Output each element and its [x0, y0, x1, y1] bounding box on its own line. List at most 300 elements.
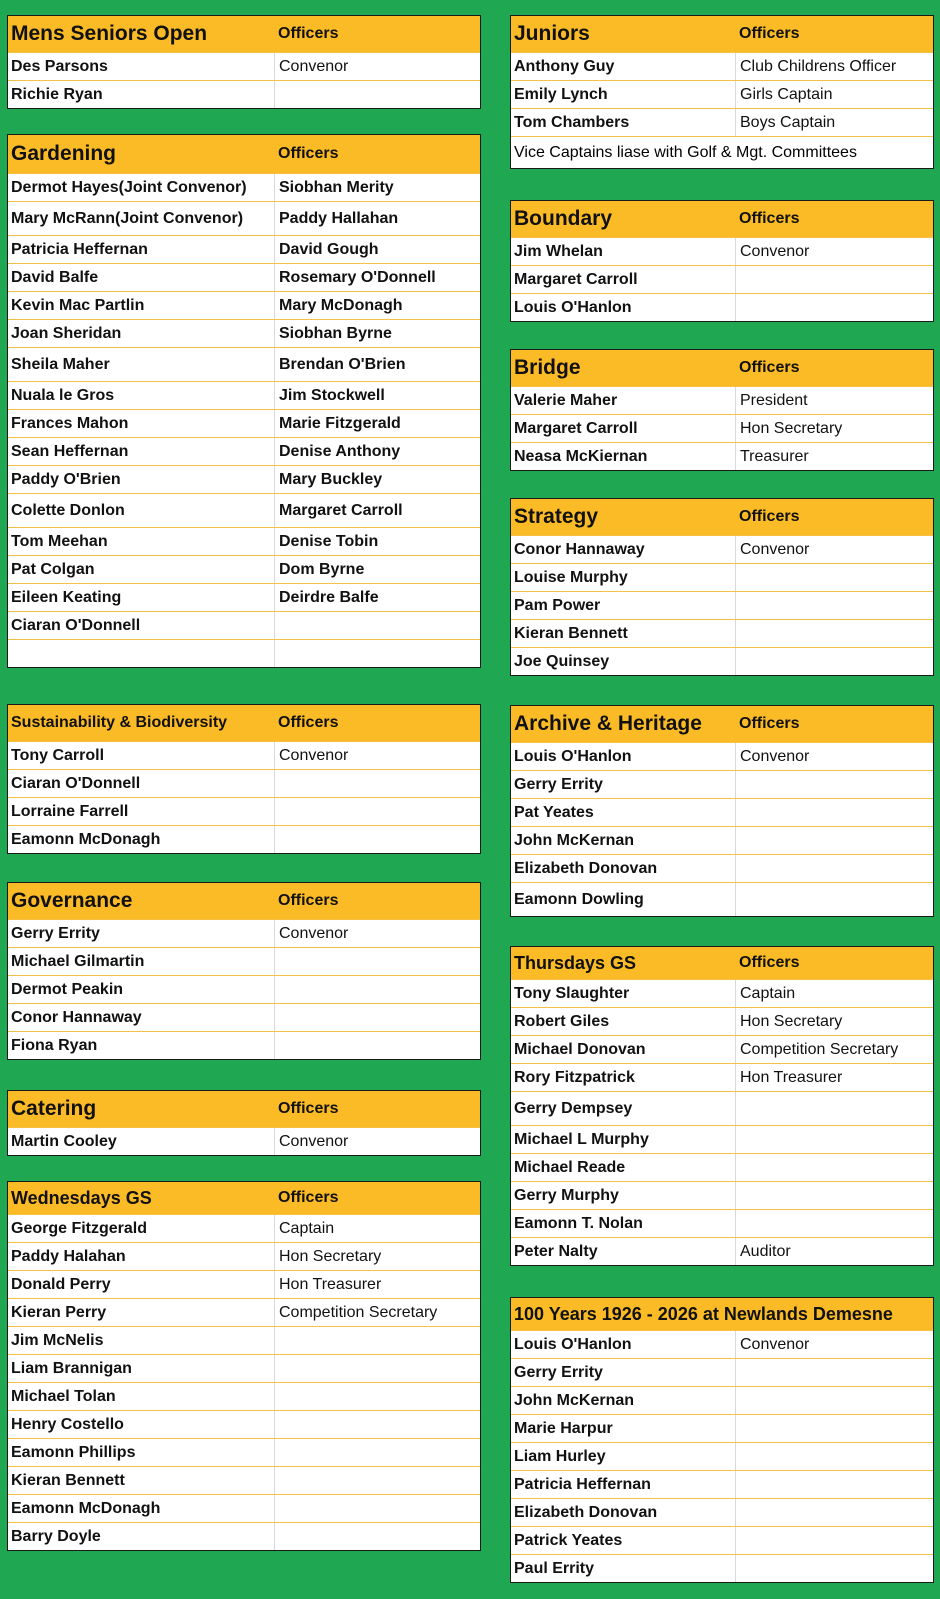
member-name: Eamonn McDonagh: [11, 1499, 161, 1517]
member-name-cell: [8, 410, 274, 437]
committee-title-cell: [8, 1182, 274, 1214]
member-name-cell: [8, 1411, 274, 1438]
officers-label: Officers: [739, 25, 800, 42]
officers-header-cell: [274, 1091, 480, 1127]
member-row: [511, 826, 933, 854]
member-name: Richie Ryan: [11, 85, 103, 103]
member-name: Paddy O'Brien: [11, 470, 121, 488]
officers-header-cell: [274, 135, 480, 173]
member-role-cell: [274, 174, 480, 201]
committee-header: [8, 1091, 480, 1127]
member-role: Convenor: [740, 242, 810, 260]
member-row: [511, 1526, 933, 1554]
member-role-cell: [735, 799, 933, 826]
member-name-cell: [511, 648, 735, 675]
committee-header: [511, 947, 933, 979]
member-row: [8, 409, 480, 437]
committee-title: Gardening: [11, 142, 117, 165]
committee-header: [8, 135, 480, 173]
member-name-cell: [511, 1210, 735, 1237]
committee-title: Governance: [11, 889, 133, 912]
footer-row: [511, 136, 933, 168]
member-name-cell: [8, 1355, 274, 1382]
member-row: [511, 1442, 933, 1470]
member-row: [511, 293, 933, 321]
member-row: [8, 1242, 480, 1270]
member-role-cell: [274, 1327, 480, 1354]
committee-header: [511, 16, 933, 52]
member-role-cell: [735, 771, 933, 798]
member-name-cell: [8, 1299, 274, 1326]
member-name: Jim Whelan: [514, 242, 603, 260]
member-name: Eileen Keating: [11, 588, 122, 606]
member-name: Anthony Guy: [514, 57, 615, 75]
member-role-cell: [274, 1128, 480, 1155]
member-role: Convenor: [279, 746, 349, 764]
member-name: Tom Meehan: [11, 532, 108, 550]
member-name-cell: [511, 799, 735, 826]
committee-table-catering: [7, 1090, 481, 1156]
member-role-cell: [274, 976, 480, 1003]
member-role-cell: [735, 1443, 933, 1470]
member-role-cell: [274, 640, 480, 667]
member-name: Liam Hurley: [514, 1447, 606, 1465]
officers-header-cell: [274, 16, 480, 52]
member-name: Patricia Heffernan: [11, 240, 148, 258]
member-row: [8, 52, 480, 80]
member-role-cell: [735, 1527, 933, 1554]
member-role-cell: [735, 266, 933, 293]
member-row: [511, 442, 933, 470]
member-name-cell: [511, 771, 735, 798]
member-name: Michael Reade: [514, 1158, 626, 1176]
committee-title-cell: [511, 350, 735, 386]
member-row: [511, 1330, 933, 1358]
member-row: [8, 527, 480, 555]
member-row: [511, 1386, 933, 1414]
member-name: Elizabeth Donovan: [514, 1503, 658, 1521]
member-name: Michael Gilmartin: [11, 952, 145, 970]
member-name: Valerie Maher: [514, 391, 618, 409]
member-name-cell: [8, 174, 274, 201]
member-name: Patrick Yeates: [514, 1531, 623, 1549]
member-row: [8, 769, 480, 797]
committee-title-cell: [511, 16, 735, 52]
member-name-cell: [8, 798, 274, 825]
member-name: Elizabeth Donovan: [514, 859, 658, 877]
committee-header: [511, 1298, 933, 1330]
member-name: Paul Errity: [514, 1559, 595, 1577]
member-name: John McKernan: [514, 1391, 635, 1409]
member-name-cell: [8, 264, 274, 291]
member-row: [8, 1003, 480, 1031]
member-name-cell: [511, 1008, 735, 1035]
committee-table-gardening: [7, 134, 481, 668]
member-role-cell: [735, 883, 933, 916]
officers-header-cell: [735, 201, 933, 237]
member-name: Louise Murphy: [514, 568, 628, 586]
member-row: [8, 825, 480, 853]
member-name-cell: [511, 1331, 735, 1358]
member-name: Lorraine Farrell: [11, 802, 129, 820]
officers-label: Officers: [739, 359, 800, 376]
member-row: [8, 555, 480, 583]
officers-label: Officers: [278, 892, 339, 909]
member-name: Mary McRann: [11, 209, 116, 227]
member-name-cell: [8, 1243, 274, 1270]
committee-title-cell: [8, 1091, 274, 1127]
member-name-cell: [8, 438, 274, 465]
member-role-cell: [274, 1355, 480, 1382]
committee-header: [511, 499, 933, 535]
member-name: Rosemary O'Donnell: [279, 268, 436, 286]
member-name-cell: [8, 528, 274, 555]
member-role-cell: [735, 294, 933, 321]
member-note: (Joint Convenor): [115, 209, 244, 227]
member-role-cell: [735, 109, 933, 136]
member-role-cell: [274, 81, 480, 108]
member-name: Louis O'Hanlon: [514, 1335, 632, 1353]
committee-table-mens-seniors-open: [7, 15, 481, 109]
member-role: Hon Treasurer: [740, 1068, 843, 1086]
member-name: Siobhan Byrne: [279, 324, 392, 342]
member-name-cell: [8, 53, 274, 80]
member-name: Fiona Ryan: [11, 1036, 98, 1054]
member-role-cell: [274, 202, 480, 235]
member-role-cell: [735, 1210, 933, 1237]
member-role-cell: [735, 1555, 933, 1582]
committee-title-cell: [511, 947, 735, 979]
committee-header: [8, 883, 480, 919]
member-name: Gerry Murphy: [514, 1186, 619, 1204]
member-name: Tony Slaughter: [514, 984, 630, 1002]
member-role: Convenor: [740, 540, 810, 558]
member-role-cell: [274, 348, 480, 381]
member-row: [8, 1382, 480, 1410]
member-name-cell: [8, 494, 274, 527]
member-name: Paddy Halahan: [11, 1247, 126, 1265]
member-role-cell: [274, 438, 480, 465]
member-role-cell: [735, 564, 933, 591]
member-name-cell: [8, 612, 274, 639]
member-name: Eamonn Dowling: [514, 890, 644, 908]
member-role: Girls Captain: [740, 85, 833, 103]
member-name: Pam Power: [514, 596, 601, 614]
member-row: [511, 1063, 933, 1091]
member-role-cell: [274, 826, 480, 853]
member-role: Convenor: [740, 747, 810, 765]
member-role-cell: [274, 53, 480, 80]
member-role-cell: [274, 612, 480, 639]
member-role-cell: [735, 620, 933, 647]
member-role-cell: [735, 1008, 933, 1035]
member-row: [8, 741, 480, 769]
member-name: Donald Perry: [11, 1275, 111, 1293]
member-name: Deirdre Balfe: [279, 588, 379, 606]
member-name-cell: [8, 1004, 274, 1031]
member-name-cell: [511, 592, 735, 619]
officers-header-cell: [735, 499, 933, 535]
member-row: [511, 1470, 933, 1498]
member-role: Treasurer: [740, 447, 809, 465]
member-role: President: [740, 391, 808, 409]
member-name: Patricia Heffernan: [514, 1475, 651, 1493]
member-name-cell: [511, 1182, 735, 1209]
member-name: Sheila Maher: [11, 355, 110, 373]
member-role-cell: [735, 1064, 933, 1091]
member-name-cell: [8, 556, 274, 583]
member-role-cell: [274, 742, 480, 769]
member-role: Auditor: [740, 1242, 791, 1260]
member-role-cell: [274, 1299, 480, 1326]
member-name: Pat Yeates: [514, 803, 594, 821]
member-role-cell: [735, 980, 933, 1007]
member-row: [511, 1237, 933, 1265]
committee-title-cell: [8, 705, 274, 741]
member-name: Dermot Hayes: [11, 178, 119, 196]
committee-title: Archive & Heritage: [514, 712, 702, 735]
member-name: Tony Carroll: [11, 746, 105, 764]
member-name-cell: [511, 1527, 735, 1554]
member-role-cell: [274, 1383, 480, 1410]
member-name-cell: [511, 1555, 735, 1582]
member-row: [511, 1125, 933, 1153]
member-row: [511, 108, 933, 136]
member-role-cell: [735, 1331, 933, 1358]
member-name-cell: [511, 443, 735, 470]
member-name-cell: [511, 53, 735, 80]
officers-header-cell: [735, 350, 933, 386]
member-name: Louis O'Hanlon: [514, 298, 632, 316]
member-role-cell: [735, 1499, 933, 1526]
member-name-cell: [511, 1154, 735, 1181]
committee-header: [8, 705, 480, 741]
member-name: Rory Fitzpatrick: [514, 1068, 635, 1086]
member-name-cell: [511, 980, 735, 1007]
member-name: Paddy Hallahan: [279, 209, 399, 227]
member-role: Convenor: [740, 1335, 810, 1353]
member-row: [511, 619, 933, 647]
member-name: Conor Hannaway: [514, 540, 645, 558]
member-row: [8, 1298, 480, 1326]
member-row: [511, 1554, 933, 1582]
member-name-cell: [511, 1036, 735, 1063]
member-row: [8, 291, 480, 319]
member-name: Denise Tobin: [279, 532, 379, 550]
member-name-cell: [8, 948, 274, 975]
member-name: Conor Hannaway: [11, 1008, 142, 1026]
member-name: Michael Donovan: [514, 1040, 646, 1058]
member-role-cell: [274, 410, 480, 437]
member-name: Mary Buckley: [279, 470, 383, 488]
member-role-cell: [735, 648, 933, 675]
committee-title: Sustainability & Biodiversity: [11, 714, 228, 731]
member-name: Eamonn T. Nolan: [514, 1214, 643, 1232]
member-row: [511, 1091, 933, 1125]
member-name-cell: [511, 266, 735, 293]
committee-title: Wednesdays GS: [11, 1187, 152, 1208]
member-name: George Fitzgerald: [11, 1219, 148, 1237]
officers-label: Officers: [278, 714, 339, 731]
committee-title: Mens Seniors Open: [11, 22, 208, 45]
committee-title-cell: [511, 706, 735, 742]
member-row: [8, 797, 480, 825]
officers-label: Officers: [739, 210, 800, 227]
member-row: [511, 770, 933, 798]
member-role-cell: [735, 827, 933, 854]
member-role-cell: [274, 264, 480, 291]
member-name-cell: [511, 238, 735, 265]
officers-label: Officers: [278, 1189, 339, 1206]
member-role: Captain: [279, 1219, 335, 1237]
member-name-cell: [8, 1383, 274, 1410]
member-row: [8, 173, 480, 201]
committee-title-cell: [8, 16, 274, 52]
member-role-cell: [735, 1415, 933, 1442]
member-name: Marie Fitzgerald: [279, 414, 401, 432]
member-name-cell: [8, 1327, 274, 1354]
member-role-cell: [735, 536, 933, 563]
officers-label: Officers: [739, 954, 800, 971]
member-row: [8, 611, 480, 639]
committee-title-cell: [511, 499, 735, 535]
member-name: Robert Giles: [514, 1012, 610, 1030]
member-name-cell: [511, 827, 735, 854]
member-name: Kieran Bennett: [514, 624, 628, 642]
committee-title: Bridge: [514, 356, 581, 379]
member-row: [8, 1494, 480, 1522]
member-row: [8, 493, 480, 527]
member-name: Des Parsons: [11, 57, 108, 75]
member-role-cell: [274, 1411, 480, 1438]
committee-title: Catering: [11, 1097, 97, 1120]
member-name: Margaret Carroll: [514, 419, 638, 437]
member-name: Eamonn Phillips: [11, 1443, 136, 1461]
member-name-cell: [511, 620, 735, 647]
committee-title: Boundary: [514, 207, 613, 230]
member-row: [511, 414, 933, 442]
member-row: [8, 347, 480, 381]
member-row: [8, 437, 480, 465]
member-name: Joan Sheridan: [11, 324, 122, 342]
member-name-cell: [8, 1032, 274, 1059]
member-name-cell: [511, 855, 735, 882]
member-name-cell: [511, 1092, 735, 1125]
member-name: Barry Doyle: [11, 1527, 101, 1545]
member-role-cell: [274, 292, 480, 319]
member-name-cell: [8, 320, 274, 347]
member-role: Hon Secretary: [740, 1012, 843, 1030]
member-name-cell: [8, 1271, 274, 1298]
member-name-cell: [511, 1499, 735, 1526]
member-role-cell: [735, 1238, 933, 1265]
member-name-cell: [8, 742, 274, 769]
committee-title: Strategy: [514, 505, 599, 528]
member-row: [8, 80, 480, 108]
member-row: [8, 639, 480, 667]
member-role: Hon Treasurer: [279, 1275, 382, 1293]
member-role-cell: [274, 528, 480, 555]
member-row: [8, 381, 480, 409]
member-name: Gerry Errity: [514, 1363, 603, 1381]
member-name-cell: [511, 1415, 735, 1442]
member-role-cell: [735, 387, 933, 414]
member-name-cell: [8, 202, 274, 235]
member-name-cell: [511, 1387, 735, 1414]
member-name-cell: [8, 236, 274, 263]
committee-table-governance: [7, 882, 481, 1060]
officers-header-cell: [735, 16, 933, 52]
officers-label: Officers: [278, 25, 339, 42]
member-name: Dermot Peakin: [11, 980, 124, 998]
member-role-cell: [735, 53, 933, 80]
member-role-cell: [274, 466, 480, 493]
member-role-cell: [274, 920, 480, 947]
member-row: [8, 975, 480, 1003]
member-name-cell: [8, 1128, 274, 1155]
member-name-cell: [8, 584, 274, 611]
member-role-cell: [735, 1182, 933, 1209]
member-role-cell: [735, 1126, 933, 1153]
member-name: Michael L Murphy: [514, 1130, 649, 1148]
member-row: [511, 882, 933, 916]
member-role-cell: [274, 1215, 480, 1242]
member-row: [511, 1498, 933, 1526]
member-role-cell: [735, 1387, 933, 1414]
committee-header: [8, 1182, 480, 1214]
member-row: [511, 1035, 933, 1063]
member-role-cell: [274, 770, 480, 797]
member-name: Martin Cooley: [11, 1132, 117, 1150]
member-name: Neasa McKiernan: [514, 447, 648, 465]
member-role-cell: [735, 743, 933, 770]
member-role-cell: [735, 443, 933, 470]
member-name-cell: [8, 466, 274, 493]
member-name: Louis O'Hanlon: [514, 747, 632, 765]
member-role-cell: [274, 1271, 480, 1298]
committee-header: [511, 201, 933, 237]
member-name: Brendan O'Brien: [279, 355, 406, 373]
member-name-cell: [8, 920, 274, 947]
officers-label: Officers: [739, 508, 800, 525]
member-name: Tom Chambers: [514, 113, 630, 131]
member-name-cell: [8, 826, 274, 853]
member-name-cell: [511, 564, 735, 591]
member-role: Competition Secretary: [279, 1303, 438, 1321]
member-row: [511, 1414, 933, 1442]
officers-label: Officers: [278, 1100, 339, 1117]
member-role-cell: [735, 81, 933, 108]
member-name: John McKernan: [514, 831, 635, 849]
member-role: Hon Secretary: [740, 419, 843, 437]
member-role-cell: [735, 1036, 933, 1063]
member-role-cell: [274, 382, 480, 409]
member-row: [511, 52, 933, 80]
member-name: Joe Quinsey: [514, 652, 610, 670]
member-name-cell: [511, 1126, 735, 1153]
member-name: Frances Mahon: [11, 414, 129, 432]
member-name: Siobhan Merity: [279, 178, 394, 196]
member-role: Boys Captain: [740, 113, 836, 131]
member-name-cell: [511, 415, 735, 442]
member-role: Convenor: [279, 924, 349, 942]
member-row: [8, 1354, 480, 1382]
member-row: [511, 563, 933, 591]
member-name-cell: [511, 387, 735, 414]
member-row: [511, 1209, 933, 1237]
member-role: Hon Secretary: [279, 1247, 382, 1265]
member-row: [8, 1466, 480, 1494]
